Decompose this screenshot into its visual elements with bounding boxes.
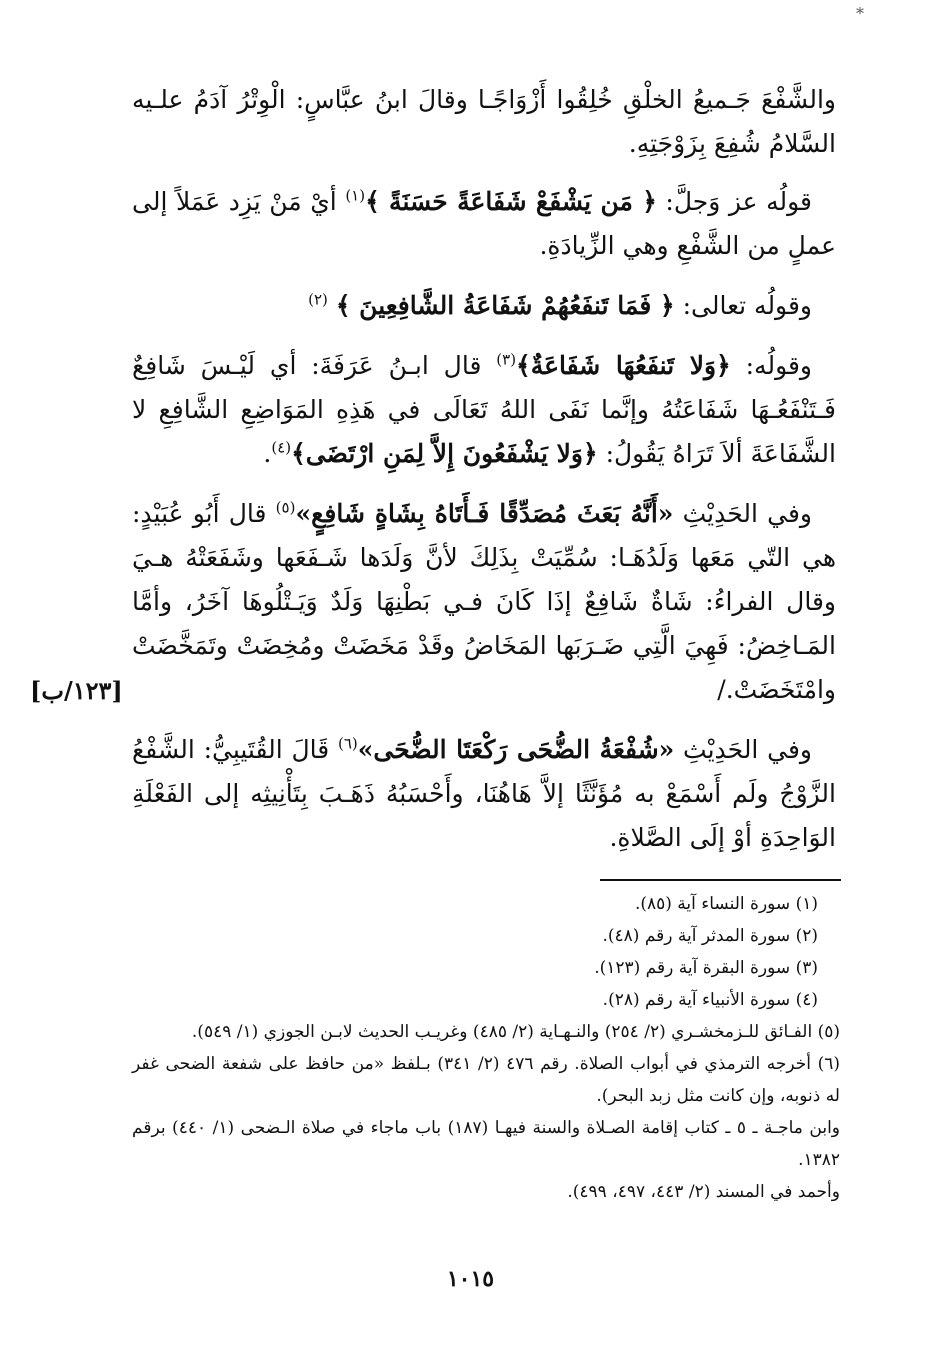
paragraph-5-intro: وفي الحَدِيْثِ [682,499,812,528]
main-text [132,78,836,876]
paragraph-4-intro: وقولُه: [745,351,813,380]
footnote-6-cont: وأحمد في المسند (٢/ ٤٤٣، ٤٩٧، ٤٩٩). [567,1182,840,1202]
paragraph-3-intro: وقولُه تعالى: [682,291,812,320]
paragraph-6-intro: وفي الحَدِيْثِ [683,735,813,764]
footnote-ref-3: (٣) [496,350,517,369]
footnote-6: (٦) أخرجه الترمذي في أبواب الصلاة. رقم ٤٧٦ (٢/ ٣٤١) بـلفظ «من حافظ على شفعة الضحى غفر له ذنوبه، وإن كانت مثل زبد البحر). [132,1054,840,1106]
footnote-4: (٤) سورة الأنبياء آية رقم (٢٨). [602,990,818,1010]
footnote-ref-1: (١) [345,186,366,205]
footnote-1: (١) سورة النساء آية (٨٥). [634,894,818,914]
hadith-quote: «أَنَّهُ بَعَثَ مُصَدِّقًا فَـأَتَاهُ بِشَاةٍ شَافِعٍ» [295,499,674,528]
footnote-2: (٢) سورة المدثر آية رقم (٤٨). [602,926,818,946]
quran-quote: ﴿ مَن يَشْفَعْ شَفَاعَةً حَسَنَةً ﴾ [365,187,657,216]
footnotes [132,888,840,1208]
paragraph-2 [132,180,836,268]
paragraph-4-end: . [263,439,272,468]
footnote-5: (٥) الفـائق للـزمخشـري (٢/ ٢٥٤) والنـهـاية (٢/ ٤٨٥) وغريـب الحديث لابـن الجوزي (١/ ٥٤٩). [191,1022,840,1042]
footnote-ref-6: (٦) [337,734,358,753]
paragraph-6 [132,728,836,860]
hadith-quote: «شُفْعَةُ الضُّحَى رَكْعَتَا الضُّحَى» [357,735,675,764]
footnote-ref-4: (٤) [271,438,292,457]
paragraph-6-text: قَالَ القُتَيبِيُّ: الشَّفْعُ الزَّوْجُ ولَم أَسْمَعْ به مُؤَنَّثًا إلاَّ هَاهُنَا، وأَحْسَبُهُ ذَهَـبَ بِتَأْنِيثِه إلى الفَعْلَةِ الوَاحِدَةِ أوْ إلَى الصَّلاةِ. [132,735,836,852]
footnote-3: (٣) سورة البقرة آية رقم (١٢٣). [594,958,818,978]
footnote-divider [600,879,841,881]
quran-quote: ﴿وَلا يَشْفَعُونَ إِلاَّ لِمَنِ ارْتَضَى﴾ [291,439,598,468]
quran-quote: ﴿ فَمَا تَنفَعُهُمْ شَفَاعَةُ الشَّافِعِينَ ﴾ [335,291,675,320]
corner-mark: * [856,4,864,23]
footnote-ref-5: (٥) [275,498,296,517]
paragraph-1 [132,78,836,166]
paragraph-5-text: قال أَبُو عُبَيْدٍ: هي التّي مَعَها وَلَدُهَـا: سُمِّيَتْ بِذَلِكَ لأنَّ وَلَدَها شَـفَعَها وشَفَعَتْهُ هـيَ وقال الفراءُ: شَاةٌ شَافِعٌ إذَا كَانَ فـي بَطْنِهَا وَلَدٌ وَيَـتْلُوهَا آخَرُ، وأمَّا المَـاخِضُ: فَهِيَ الَّتِي ضَـرَبَها المَخَاضُ وقَدْ مَخَضَتْ ومُخِضَتْ وتَمَخَّضَتْ وامْتَخَضَتْ./ [132,499,836,704]
paragraph-4 [132,344,836,476]
paragraph-1-text: والشَّفْعَ جَـميعُ الخلْقِ خُلِقُوا أَزْوَاجًـا وقالَ ابنُ عبَّاسٍ: الْوِتْرُ آدَمُ علـيه السَّلامُ شُفِعَ بِزَوْجَتِهِ. [132,85,836,158]
paragraph-2-text: أيْ مَنْ يَزِد عَمَلاً إلى عملٍ من الشَّفْعِ وهي الزِّيادَةِ. [132,187,836,260]
quran-quote: ﴿وَلا تَنفَعُهَا شَفَاعَةٌ﴾ [516,351,731,380]
page-number: ١٠١٥ [446,1266,495,1292]
paragraph-4-text: قال ابـنُ عَرَفَةَ: أي لَيْـسَ شَافِعٌ فَـتَنْفَعُـهَا شَفَاعَتُهُ وإنَّما نَفَى اللهُ تَعَالَى في هَذِهِ المَوَاضِعِ الشَّافِعِ لا الشَّفَاعَةَ ألاَ تَرَاهُ يَقُولُ: [132,351,836,468]
footnote-ref-2: (٢) [308,290,328,309]
paragraph-3 [132,284,836,328]
paragraph-2-intro: قولُه عز وَجلَّ: [665,187,813,216]
footnote-6-cont: وابن ماجـة ـ ٥ ـ كتاب إقامة الصـلاة والسنة فيهـا (١٨٧) باب ماجاء في صلاة الـضحى (١/ ٤٤٠) برقم ١٣٨٢. [132,1118,841,1170]
manuscript-folio-ref: [١٢٣/ب] [30,676,123,705]
paragraph-5 [132,492,836,712]
